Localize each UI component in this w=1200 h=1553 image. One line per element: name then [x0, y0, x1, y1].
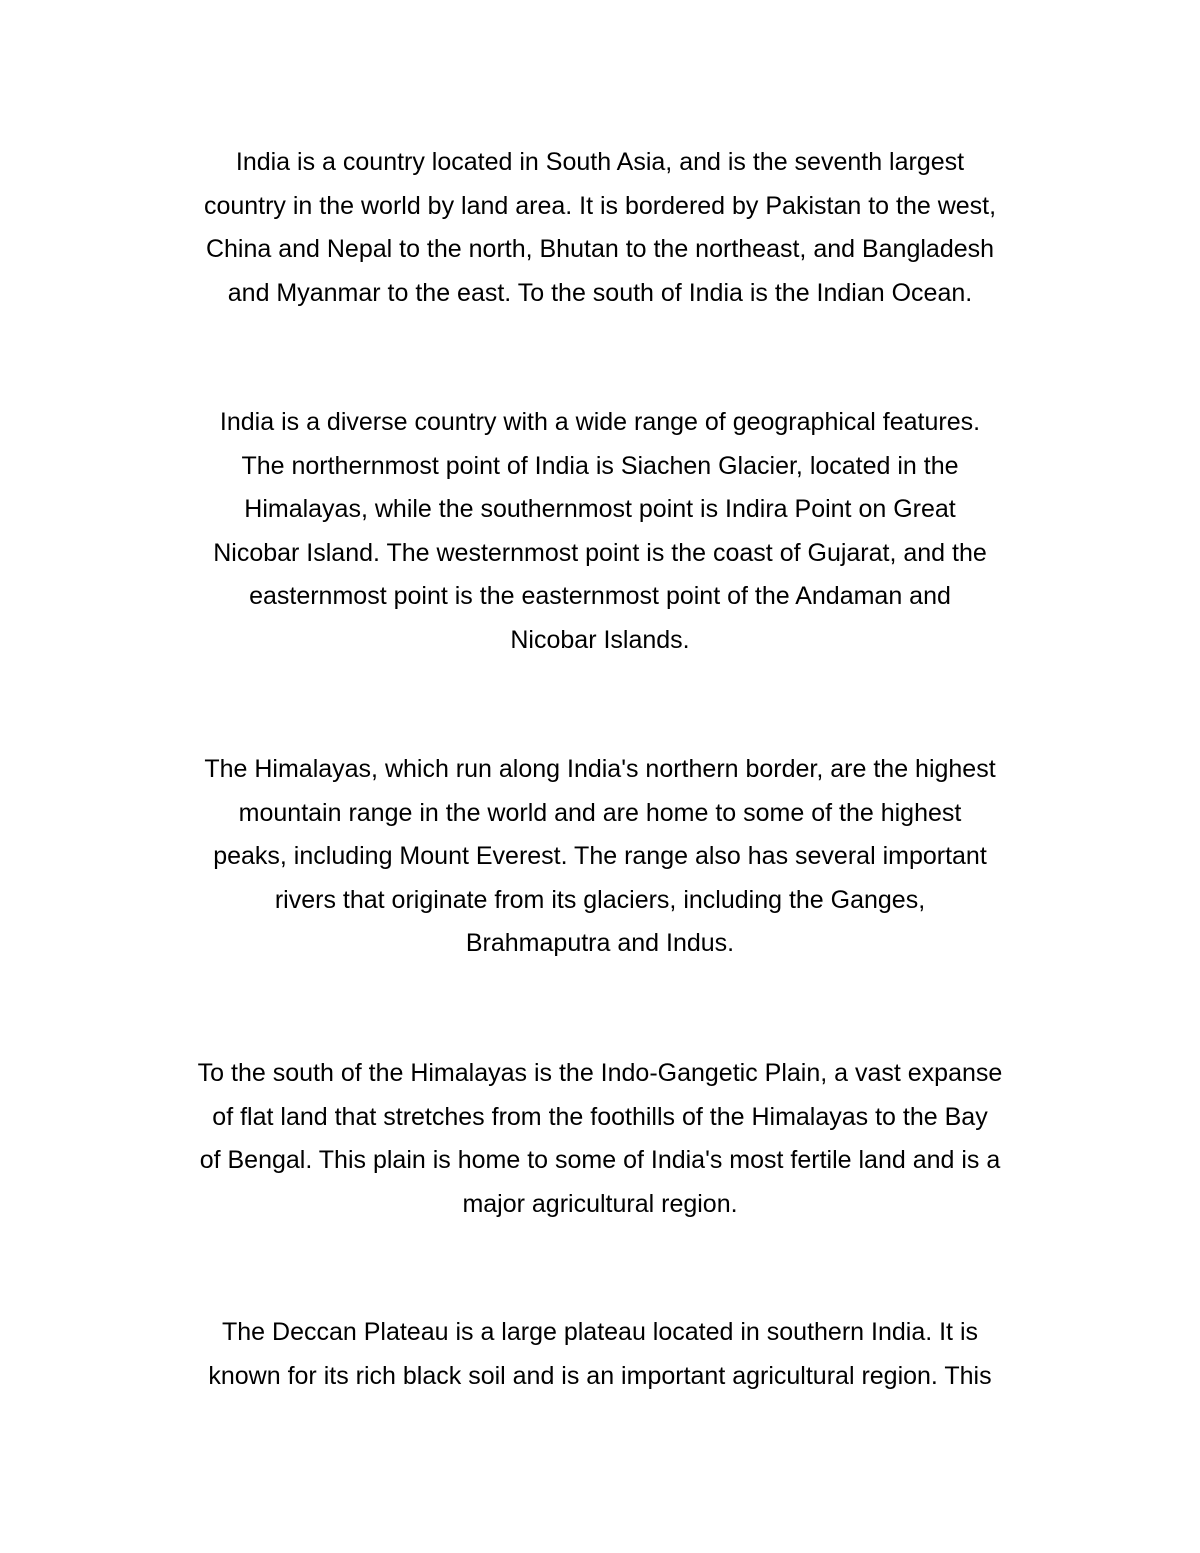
text-line: of Bengal. This plain is home to some of India's most fertile land and is a [199, 1146, 1001, 1175]
text-line: China and Nepal to the north, Bhutan to the northeast, and Bangladesh [205, 235, 995, 264]
text-line: major agricultural region. [462, 1189, 738, 1218]
text-line: Brahmaputra and Indus. [465, 929, 735, 958]
text-line: country in the world by land area. It is bordered by Pakistan to the west, [203, 191, 997, 220]
text-line: Himalayas, while the southernmost point is Indira Point on Great [244, 495, 956, 524]
text-line: known for its rich black soil and is an important agricultural region. This [208, 1361, 992, 1390]
paragraph-deccan-plateau [0, 1311, 1200, 1398]
paragraph-geographical-features [0, 401, 1200, 663]
text-line: The northernmost point of India is Siachen Glacier, located in the [241, 451, 959, 480]
text-line: easternmost point is the easternmost point of the Andaman and [249, 582, 951, 611]
text-line: India is a diverse country with a wide range of geographical features. [219, 408, 981, 436]
text-line: The Himalayas, which run along India's northern border, are the highest [204, 755, 996, 783]
text-line: of flat land that stretches from the foothills of the Himalayas to the Bay [212, 1102, 988, 1131]
text-line: mountain range in the world and are home to some of the highest [238, 798, 962, 827]
text-line: and Myanmar to the east. To the south of India is the Indian Ocean. [227, 278, 973, 307]
paragraph-india-location [0, 141, 1200, 315]
text-line: The Deccan Plateau is a large plateau located in southern India. It is [221, 1318, 979, 1346]
text-line: To the south of the Himalayas is the Indo-Gangetic Plain, a vast expanse [197, 1059, 1003, 1087]
text-line: peaks, including Mount Everest. The range also has several important [213, 842, 987, 871]
text-line: Nicobar Islands. [510, 625, 690, 654]
paragraph-indo-gangetic-plain [0, 1052, 1200, 1226]
text-line: rivers that originate from its glaciers, including the Ganges, [274, 885, 926, 914]
text-line: Nicobar Island. The westernmost point is the coast of Gujarat, and the [213, 538, 987, 567]
paragraph-himalayas [0, 748, 1200, 966]
text-line: India is a country located in South Asia, and is the seventh largest [235, 148, 965, 176]
